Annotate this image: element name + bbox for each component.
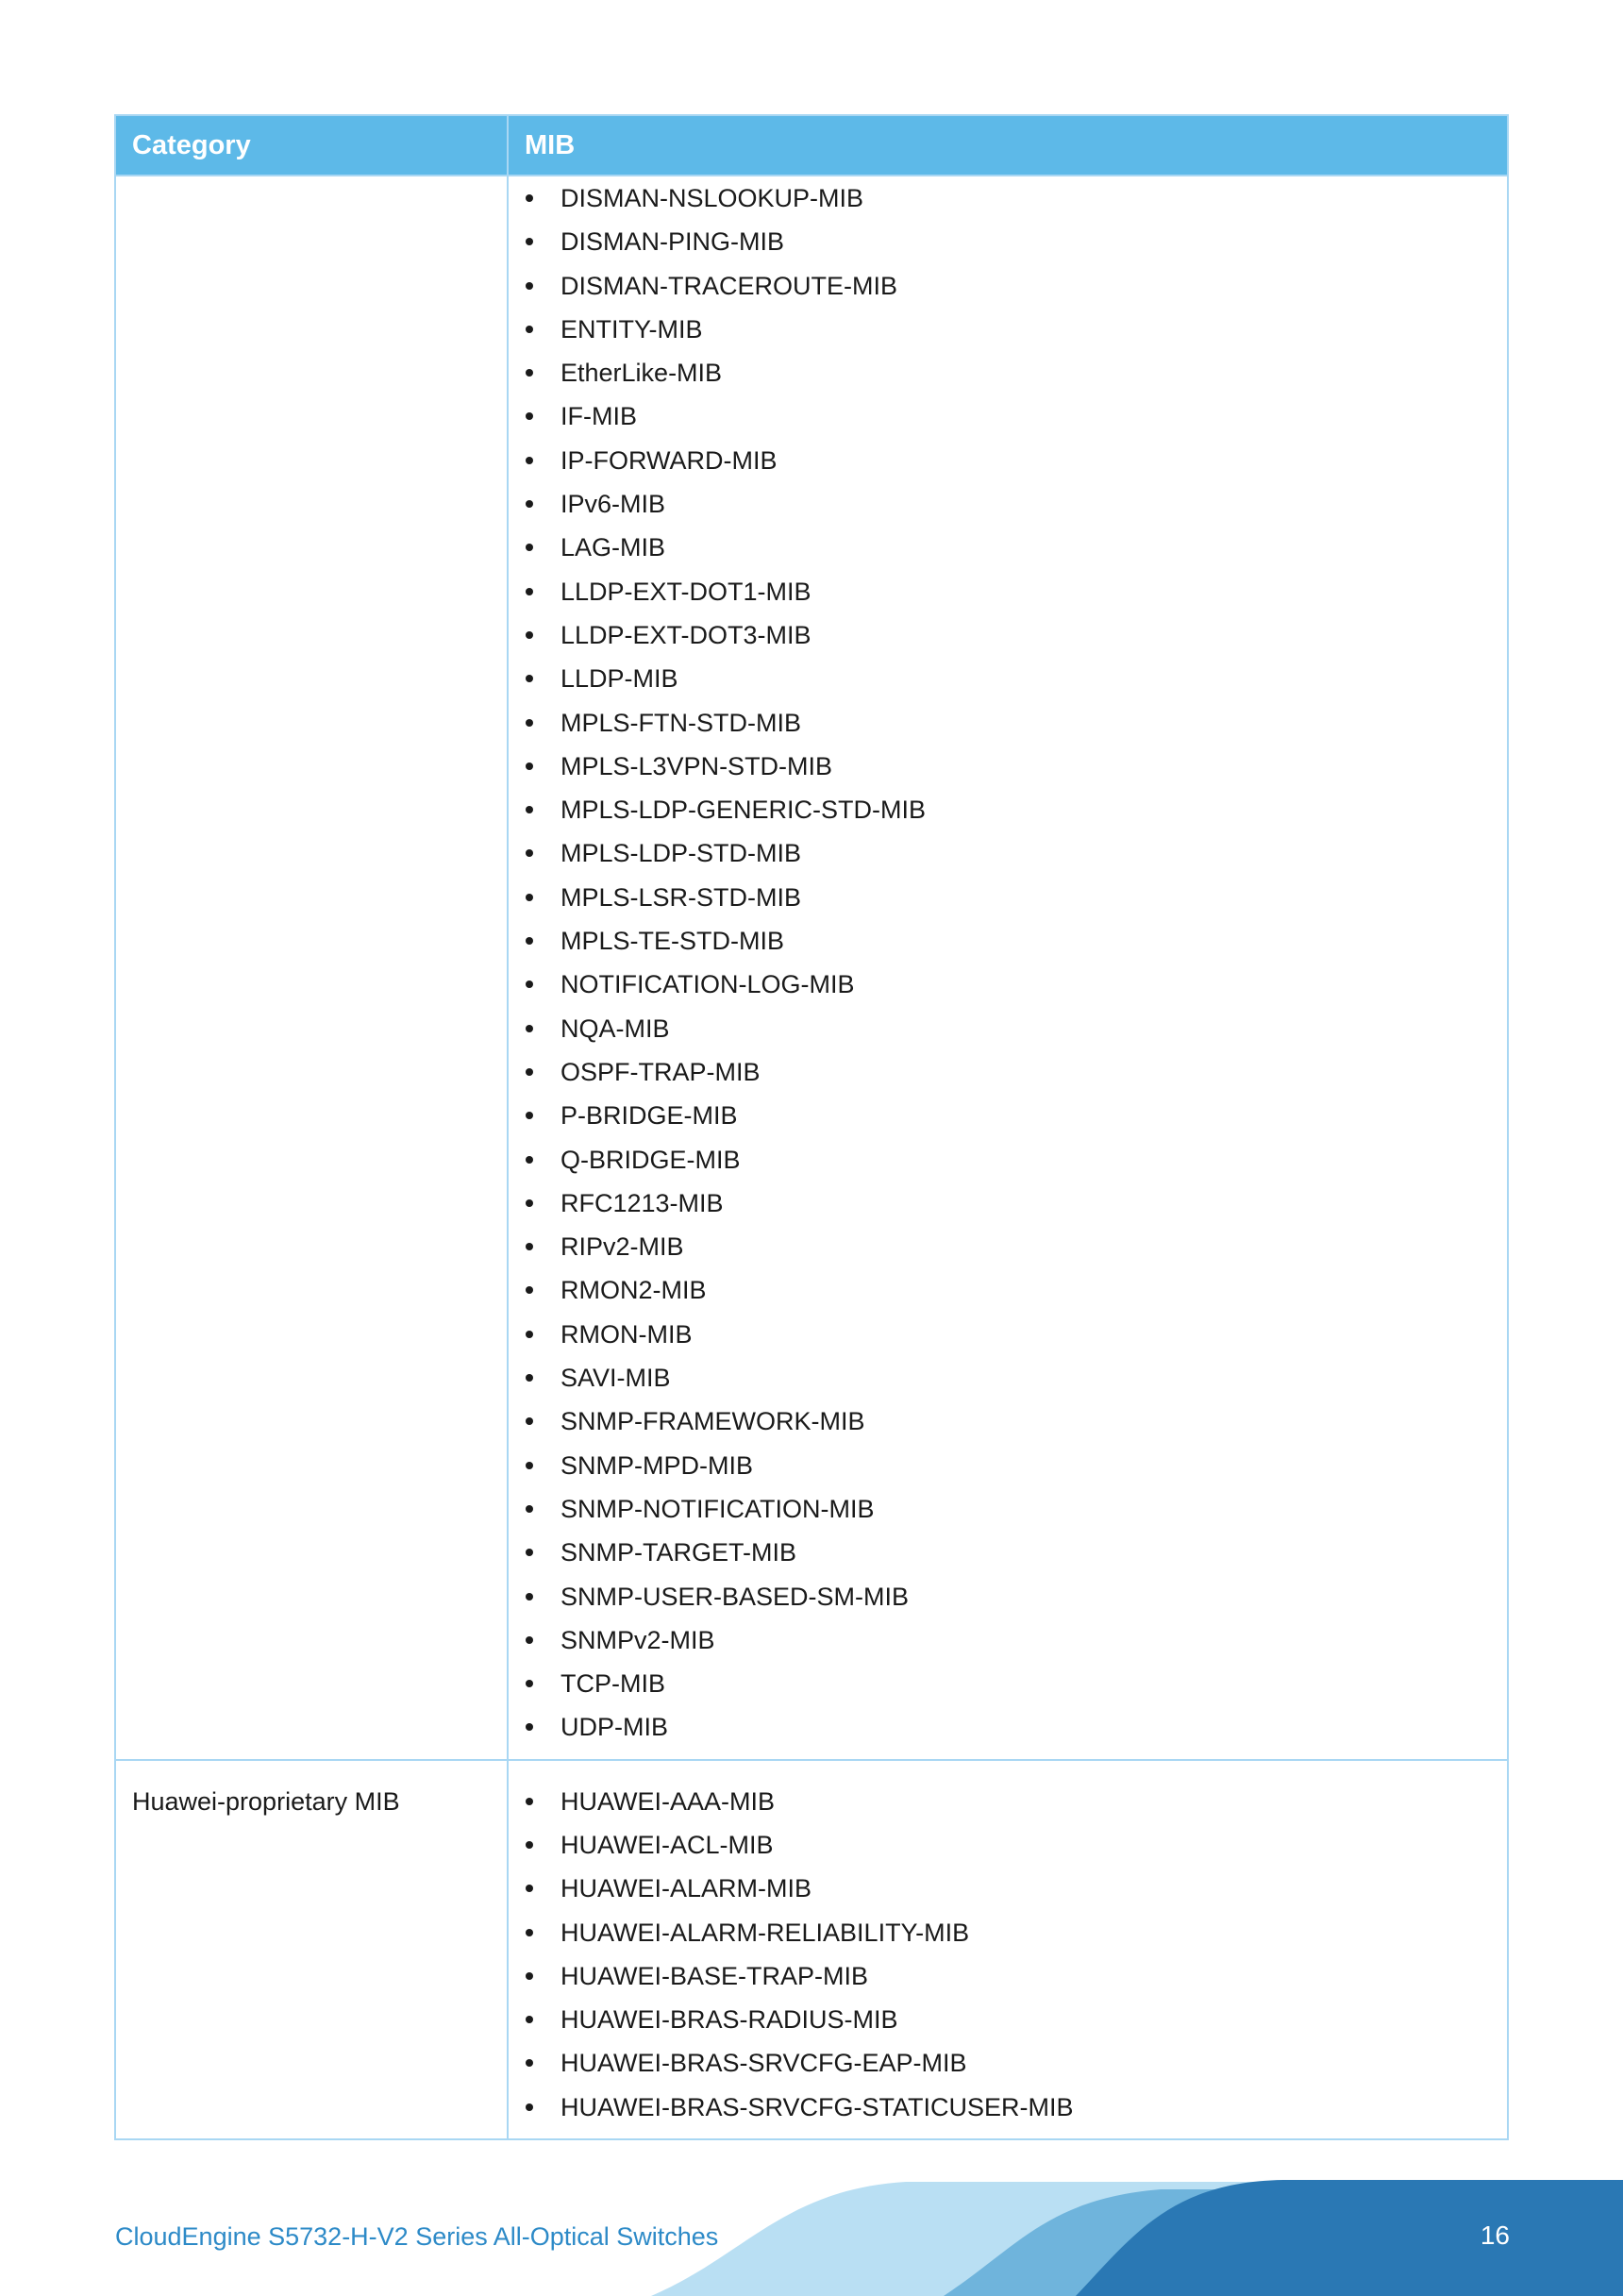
mib-list-item: HUAWEI-BRAS-SRVCFG-EAP-MIB — [509, 2041, 1507, 2085]
mib-list — [509, 1761, 1507, 2138]
mib-cell — [508, 176, 1508, 1760]
mib-list-item: HUAWEI-BRAS-RADIUS-MIB — [509, 1998, 1507, 2041]
mib-list-item: HUAWEI-AAA-MIB — [509, 1780, 1507, 1823]
category-cell — [115, 1760, 508, 2139]
mib-list-item: LLDP-EXT-DOT3-MIB — [509, 613, 1507, 657]
mib-list-item: P-BRIDGE-MIB — [509, 1094, 1507, 1137]
mib-list-item: HUAWEI-BRAS-SRVCFG-STATICUSER-MIB — [509, 2086, 1507, 2129]
mib-list-item: DISMAN-NSLOOKUP-MIB — [509, 176, 1507, 220]
mib-list-item: DISMAN-TRACEROUTE-MIB — [509, 264, 1507, 308]
mib-cell — [508, 1760, 1508, 2139]
mib-list-item: ENTITY-MIB — [509, 308, 1507, 351]
mib-list-item: TCP-MIB — [509, 1662, 1507, 1705]
mib-list-item: HUAWEI-ALARM-MIB — [509, 1867, 1507, 1910]
category-label: Huawei-proprietary MIB — [132, 1786, 400, 1816]
mib-list-item: MPLS-L3VPN-STD-MIB — [509, 745, 1507, 788]
mib-list-item: SAVI-MIB — [509, 1356, 1507, 1399]
mib-list-item: UDP-MIB — [509, 1705, 1507, 1749]
mib-list-item: SNMPv2-MIB — [509, 1618, 1507, 1662]
mib-list-item: SNMP-FRAMEWORK-MIB — [509, 1399, 1507, 1443]
mib-list-item: RIPv2-MIB — [509, 1225, 1507, 1268]
table-row — [115, 176, 1508, 1760]
mib-list-item: MPLS-LSR-STD-MIB — [509, 876, 1507, 919]
mib-list-item: LLDP-MIB — [509, 657, 1507, 700]
mib-list-item: MPLS-FTN-STD-MIB — [509, 701, 1507, 745]
page-number: 16 — [1480, 2221, 1510, 2250]
mib-list-item: SNMP-USER-BASED-SM-MIB — [509, 1575, 1507, 1618]
category-label — [116, 176, 507, 195]
mib-list-item: NOTIFICATION-LOG-MIB — [509, 963, 1507, 1006]
mib-list-item: HUAWEI-BASE-TRAP-MIB — [509, 1954, 1507, 1998]
footer-product-title: CloudEngine S5732-H-V2 Series All-Optical Switches — [115, 2222, 719, 2251]
mib-list-item: NQA-MIB — [509, 1007, 1507, 1050]
header-mib: MIB — [508, 115, 1508, 176]
mib-list — [509, 176, 1507, 1759]
mib-list-item: DISMAN-PING-MIB — [509, 220, 1507, 263]
mib-list-item: MPLS-TE-STD-MIB — [509, 919, 1507, 963]
header-category: Category — [115, 115, 508, 176]
mib-list-item: RMON2-MIB — [509, 1268, 1507, 1312]
mib-list-item: RMON-MIB — [509, 1313, 1507, 1356]
mib-list-item: LAG-MIB — [509, 526, 1507, 569]
mib-list-item: HUAWEI-ACL-MIB — [509, 1823, 1507, 1867]
mib-list-item: IF-MIB — [509, 394, 1507, 438]
mib-list-item: SNMP-TARGET-MIB — [509, 1531, 1507, 1574]
mib-list-item: MPLS-LDP-STD-MIB — [509, 831, 1507, 875]
mib-list-item: HUAWEI-ALARM-RELIABILITY-MIB — [509, 1911, 1507, 1954]
table-row — [115, 1760, 1508, 2139]
mib-list-item: OSPF-TRAP-MIB — [509, 1050, 1507, 1094]
category-cell — [115, 176, 508, 1760]
mib-list-item: LLDP-EXT-DOT1-MIB — [509, 570, 1507, 613]
mib-list-item: SNMP-MPD-MIB — [509, 1444, 1507, 1487]
mib-list-item: MPLS-LDP-GENERIC-STD-MIB — [509, 788, 1507, 831]
mib-list-item: IP-FORWARD-MIB — [509, 439, 1507, 482]
mib-list-item: Q-BRIDGE-MIB — [509, 1138, 1507, 1182]
mib-list-item: RFC1213-MIB — [509, 1182, 1507, 1225]
table-header-row — [115, 115, 1508, 176]
mib-list-item: SNMP-NOTIFICATION-MIB — [509, 1487, 1507, 1531]
mib-table — [114, 114, 1509, 2140]
mib-list-item: IPv6-MIB — [509, 482, 1507, 526]
mib-list-item: EtherLike-MIB — [509, 351, 1507, 394]
